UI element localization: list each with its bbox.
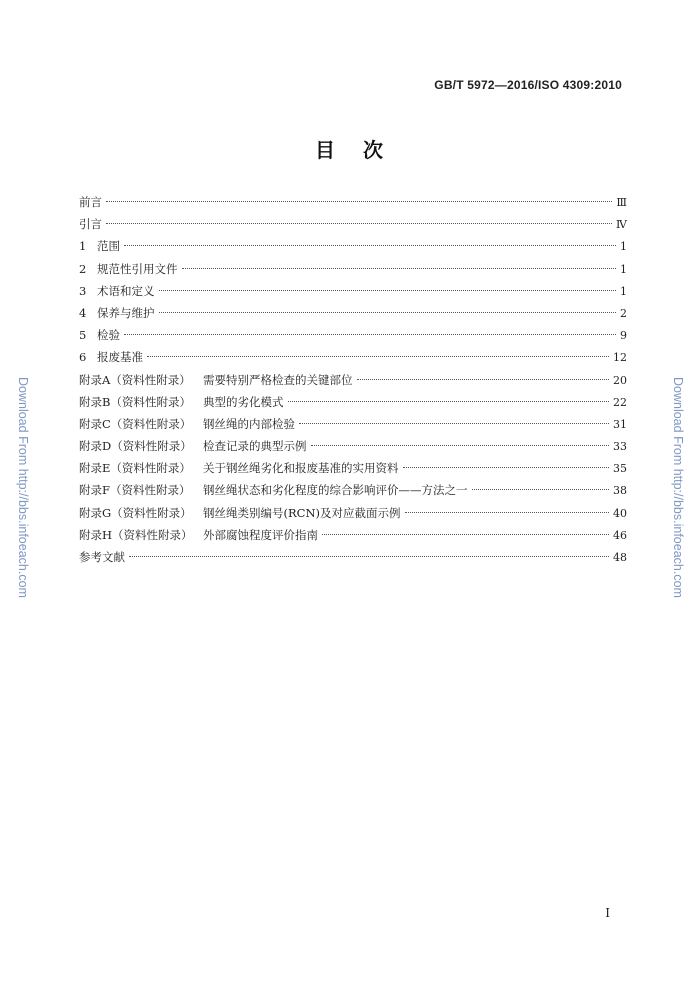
- toc-entry[interactable]: [79, 346, 627, 368]
- toc-entry-label: [79, 435, 307, 457]
- toc-entry[interactable]: [79, 413, 627, 435]
- toc-dot-leader: [288, 401, 610, 402]
- toc-entry-label: [79, 546, 125, 568]
- toc-entry-title: 术语和定义: [97, 283, 155, 298]
- toc-entry-title: 报废基准: [97, 350, 143, 365]
- toc-dot-leader: [472, 489, 610, 490]
- toc-entry-title: 保养与维护: [97, 305, 155, 320]
- toc-entry-title: 需要特别严格检查的关键部位: [203, 372, 353, 387]
- toc-entry-number: 附录A（资料性附录）: [79, 372, 191, 387]
- toc-entry-title: 典型的劣化模式: [203, 394, 284, 409]
- watermark-right: Download From http://bbs.infoeach.com: [671, 377, 685, 598]
- toc-entry-label: [79, 258, 178, 280]
- toc-entry-number: 5: [79, 328, 87, 343]
- toc-entry-title: 参考文献: [79, 550, 125, 564]
- toc-entry-title: 引言: [79, 217, 102, 232]
- toc-entry[interactable]: [79, 524, 627, 546]
- toc-entry[interactable]: [79, 235, 627, 257]
- toc-entry-title: 规范性引用文件: [97, 261, 178, 276]
- toc-entry-page: 2: [620, 306, 627, 320]
- toc-entry-title: 检查记录的典型示例: [203, 439, 307, 454]
- toc-entry-number: 3: [79, 283, 87, 298]
- toc-entry-page: 40: [613, 506, 627, 520]
- toc-entry-page: 35: [613, 462, 627, 476]
- toc-entry-title: 前言: [79, 195, 102, 209]
- watermark-left: Download From http://bbs.infoeach.com: [16, 377, 30, 598]
- toc-entry-number: 1: [79, 239, 87, 254]
- toc-entry-label: [79, 391, 284, 413]
- page-title: [0, 134, 700, 163]
- toc-dot-leader: [129, 556, 609, 557]
- toc-entry-number: 附录B（资料性附录）: [79, 394, 191, 409]
- toc-entry-number: 附录D（资料性附录）: [79, 439, 192, 454]
- toc-entry-number: 6: [79, 350, 87, 365]
- toc-dot-leader: [299, 423, 609, 424]
- toc-entry[interactable]: [79, 258, 627, 280]
- toc-dot-leader: [159, 290, 617, 291]
- toc-dot-leader: [106, 201, 612, 202]
- toc-dot-leader: [124, 334, 616, 335]
- toc-entry[interactable]: [79, 302, 627, 324]
- toc-entry[interactable]: [79, 213, 627, 235]
- toc-entry-page: 1: [620, 262, 627, 276]
- toc-entry-page: 20: [613, 373, 627, 387]
- table-of-contents: [79, 191, 627, 568]
- toc-dot-leader: [403, 467, 610, 468]
- toc-entry-number: 附录F（资料性附录）: [79, 483, 191, 498]
- toc-entry[interactable]: [79, 324, 627, 346]
- toc-entry-number: 2: [79, 261, 87, 276]
- toc-entry-label: [79, 524, 318, 546]
- toc-dot-leader: [405, 512, 610, 513]
- toc-entry-title: 检验: [97, 328, 120, 343]
- toc-entry-page: 31: [613, 417, 627, 431]
- toc-dot-leader: [159, 312, 617, 313]
- toc-entry-page: 22: [613, 395, 627, 409]
- standard-code: GB/T 5972—2016/ISO 4309:2010: [434, 78, 622, 92]
- toc-entry-number: 4: [79, 305, 87, 320]
- toc-entry[interactable]: [79, 479, 627, 501]
- toc-dot-leader: [106, 223, 612, 224]
- toc-dot-leader: [182, 268, 617, 269]
- toc-entry[interactable]: [79, 546, 627, 568]
- toc-entry-label: [79, 324, 120, 346]
- toc-entry[interactable]: [79, 280, 627, 302]
- toc-entry-title: 外部腐蚀程度评价指南: [203, 527, 318, 542]
- toc-entry-label: [79, 213, 102, 235]
- toc-entry-label: [79, 457, 399, 479]
- toc-entry-number: 附录H（资料性附录）: [79, 527, 193, 542]
- toc-entry-page: 9: [620, 329, 627, 343]
- toc-entry-page: 12: [613, 351, 627, 365]
- toc-entry-label: [79, 191, 102, 213]
- toc-entry-label: [79, 302, 155, 324]
- toc-entry-page: Ⅳ: [616, 218, 627, 232]
- toc-entry-title: 钢丝绳的内部检验: [203, 416, 295, 431]
- toc-dot-leader: [124, 245, 616, 246]
- toc-entry-label: [79, 346, 143, 368]
- toc-entry-title: 范围: [97, 239, 120, 254]
- toc-entry-label: [79, 479, 468, 501]
- title-char-2: 次: [363, 138, 385, 162]
- toc-dot-leader: [357, 379, 610, 380]
- toc-entry-number: 附录G（资料性附录）: [79, 505, 192, 520]
- toc-dot-leader: [147, 356, 609, 357]
- toc-entry[interactable]: [79, 191, 627, 213]
- toc-entry[interactable]: [79, 391, 627, 413]
- toc-entry-number: 附录C（资料性附录）: [79, 416, 192, 431]
- toc-dot-leader: [311, 445, 610, 446]
- toc-entry-label: [79, 280, 155, 302]
- title-char-1: 目: [315, 138, 337, 162]
- toc-entry-page: 38: [613, 484, 627, 498]
- toc-entry-page: 33: [613, 440, 627, 454]
- toc-entry-page: Ⅲ: [616, 196, 627, 209]
- toc-entry-label: [79, 502, 401, 524]
- toc-entry-title: 关于钢丝绳劣化和报废基准的实用资料: [203, 461, 399, 476]
- toc-entry[interactable]: [79, 435, 627, 457]
- toc-entry-label: [79, 369, 353, 391]
- toc-entry-title: 钢丝绳类别编号(RCN)及对应截面示例: [203, 505, 401, 520]
- toc-entry-page: 48: [613, 551, 627, 564]
- toc-entry[interactable]: [79, 502, 627, 524]
- toc-entry-label: [79, 235, 120, 257]
- toc-entry-label: [79, 413, 295, 435]
- toc-entry[interactable]: [79, 369, 627, 391]
- toc-entry-number: 附录E（资料性附录）: [79, 461, 191, 476]
- toc-dot-leader: [322, 534, 609, 535]
- toc-entry-page: 46: [613, 528, 627, 542]
- toc-entry-page: 1: [620, 240, 627, 254]
- toc-entry-title: 钢丝绳状态和劣化程度的综合影响评价——方法之一: [203, 483, 468, 498]
- page-number: I: [605, 906, 610, 920]
- toc-entry-page: 1: [620, 284, 627, 298]
- toc-entry[interactable]: [79, 457, 627, 479]
